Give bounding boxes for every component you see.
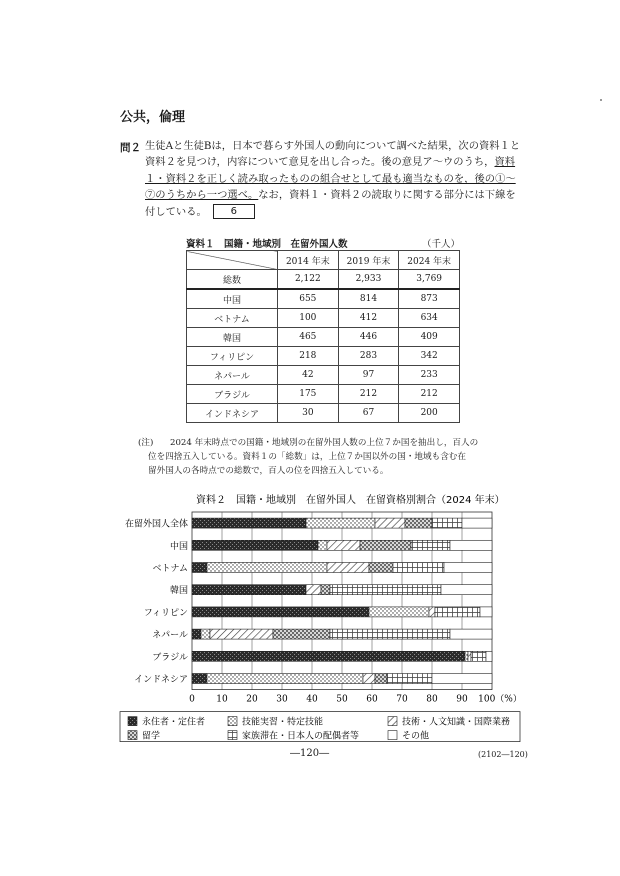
section-title: 公共，倫理: [120, 110, 186, 125]
bar-segment: [192, 518, 306, 528]
bar-segment: [318, 540, 327, 550]
bar-segment: [387, 674, 432, 684]
bar-segment: [192, 674, 207, 684]
bar-segment: [192, 585, 306, 595]
cell-value: 212: [399, 385, 460, 404]
bar-segment: [207, 563, 327, 573]
bar-segment: [369, 563, 393, 573]
cell-value: 409: [399, 328, 460, 347]
category-label: ネパール: [152, 630, 188, 641]
x-tick-label: 40: [306, 694, 318, 705]
chart-tick-labels: [189, 694, 522, 705]
legend-label: 技術・人文知識・国際業務: [402, 717, 511, 728]
row-label: 中国: [187, 289, 278, 309]
cell-value: 873: [399, 289, 460, 309]
bar-segment: [363, 674, 375, 684]
x-tick-label: 50: [336, 694, 348, 705]
bar-segment: [444, 563, 492, 573]
bar-segment: [207, 674, 363, 684]
note-line: 2024 年末時点での国籍・地域別の在留外国人数の上位７か国を抽出し，百人の: [170, 438, 479, 448]
bar-segment: [465, 651, 468, 661]
cell-value: 814: [338, 289, 399, 309]
bar-segment: [441, 585, 492, 595]
legend-swatch: [388, 717, 397, 726]
bar-segment: [210, 629, 273, 639]
cell-value: 634: [399, 309, 460, 328]
x-tick-label: 10: [216, 694, 228, 705]
answer-box[interactable]: 6: [213, 204, 255, 219]
category-label: インドネシア: [134, 675, 188, 685]
cell-value: 200: [399, 404, 460, 423]
note-line: 位を四捨五入している。資料１の「総数」は，上位７か国以外の国・地域も含む在: [148, 452, 466, 462]
cell-value: 655: [278, 289, 339, 309]
legend-swatch: [388, 731, 397, 740]
legend-label: 留学: [142, 731, 161, 742]
x-tick-label: 80: [426, 694, 438, 705]
x-tick-label: 90: [456, 694, 468, 705]
question-text-note: なお，資料１・資料２の読取りに関する部分には下線を付している。: [145, 189, 516, 218]
bar-segment: [192, 629, 201, 639]
category-label: フィリピン: [143, 608, 188, 619]
cell-value: 212: [338, 385, 399, 404]
chart-title: 資料２ 国籍・地域別 在留外国人 在留資格別割合（2024 年末）: [196, 495, 505, 506]
chart-category-labels: [125, 518, 188, 685]
bar-segment: [273, 629, 330, 639]
bar-segment: [411, 540, 450, 550]
cell-value: 218: [278, 347, 339, 366]
bar-segment: [450, 629, 492, 639]
row-label: 総数: [187, 270, 278, 290]
legend-swatch: [128, 717, 137, 726]
bar-segment: [429, 607, 435, 617]
page-code: (2102―120): [478, 750, 528, 759]
bar-segment: [432, 518, 462, 528]
bar-segment: [330, 629, 450, 639]
bar-segment: [468, 651, 471, 661]
page-number: ―120―: [290, 748, 330, 759]
cell-value: 283: [338, 347, 399, 366]
question-number: 問２: [120, 142, 141, 154]
bar-segment: [435, 607, 480, 617]
bar-segment: [192, 607, 369, 617]
category-label: ベトナム: [152, 564, 188, 574]
x-tick-label: 70: [396, 694, 408, 705]
bar-segment: [327, 540, 360, 550]
table1-col-header: 2014 年末: [278, 251, 339, 270]
table1-unit: （千人）: [421, 239, 460, 250]
bar-segment: [306, 518, 375, 528]
cell-value: 233: [399, 366, 460, 385]
cell-value: 2,933: [338, 270, 399, 290]
bar-segment: [330, 585, 441, 595]
row-label: インドネシア: [187, 404, 278, 423]
note-label: (注): [138, 438, 154, 448]
table1-title: 資料１ 国籍・地域別 在留外国人数: [186, 239, 348, 250]
legend-swatch: [228, 731, 237, 740]
legend-swatch: [228, 717, 237, 726]
bar-segment: [471, 651, 486, 661]
bar-segment: [192, 563, 207, 573]
chart-legend: [120, 712, 520, 742]
cell-value: 465: [278, 328, 339, 347]
cell-value: 67: [338, 404, 399, 423]
bar-segment: [393, 563, 444, 573]
cell-value: 3,769: [399, 270, 460, 290]
bar-segment: [462, 518, 492, 528]
x-tick-label: 100（%）: [478, 694, 522, 705]
x-tick-label: 60: [366, 694, 378, 705]
legend-label: その他: [402, 731, 430, 742]
bar-segment: [369, 607, 429, 617]
bar-segment: [432, 674, 492, 684]
table1-col-header: 2024 年末: [399, 251, 460, 270]
bar-segment: [306, 585, 321, 595]
bar-segment: [321, 585, 330, 595]
table1-col-header: 2019 年末: [338, 251, 399, 270]
row-label: フィリピン: [187, 347, 278, 366]
bar-segment: [450, 540, 492, 550]
legend-label: 技能実習・特定技能: [242, 717, 324, 728]
bar-segment: [327, 563, 369, 573]
cell-value: 342: [399, 347, 460, 366]
cell-value: 2,122: [278, 270, 339, 290]
question-text-intro: 生徒Aと生徒Bは，日本で暮らす外国人の動向について調べた結果，次の資料１と資料２を見つけ，内容について意見を出し合った。後の意見ア～ウのうち，: [145, 140, 521, 169]
cell-value: 97: [338, 366, 399, 385]
cell-value: 446: [338, 328, 399, 347]
chart-grid: [192, 512, 492, 690]
note-line: 留外国人の各時点での総数で，百人の位を四捨五入している。: [148, 466, 389, 476]
bar-segment: [486, 651, 492, 661]
bar-segment: [375, 518, 405, 528]
row-label: ブラジル: [187, 385, 278, 404]
category-label: 韓国: [169, 586, 188, 597]
cell-value: 100: [278, 309, 339, 328]
question-text-underlined: 資料１・資料２を正しく読み取ったものの組合せとして最も適当なものを，後の①～⑦のうちから一つ選べ。: [145, 156, 516, 202]
cell-value: 30: [278, 404, 339, 423]
bar-segment: [192, 540, 318, 550]
bar-segment: [405, 518, 432, 528]
category-label: 在留外国人全体: [124, 519, 188, 530]
bar-segment: [201, 629, 210, 639]
category-label: 中国: [169, 541, 188, 552]
legend-label: 永住者・定住者: [142, 717, 206, 728]
row-label: 韓国: [187, 328, 278, 347]
x-tick-label: 30: [276, 694, 288, 705]
legend-swatch: [128, 731, 137, 740]
bar-segment: [375, 674, 387, 684]
x-tick-label: 20: [246, 694, 258, 705]
bar-segment: [480, 607, 492, 617]
bar-segment: [360, 540, 411, 550]
category-label: ブラジル: [152, 652, 188, 663]
bar-segment: [192, 651, 465, 661]
x-tick-label: 0: [189, 694, 195, 705]
row-label: ベトナム: [187, 309, 278, 328]
cell-value: 42: [278, 366, 339, 385]
cell-value: 412: [338, 309, 399, 328]
cell-value: 175: [278, 385, 339, 404]
row-label: ネパール: [187, 366, 278, 385]
legend-label: 家族滞在・日本人の配偶者等: [242, 731, 360, 742]
